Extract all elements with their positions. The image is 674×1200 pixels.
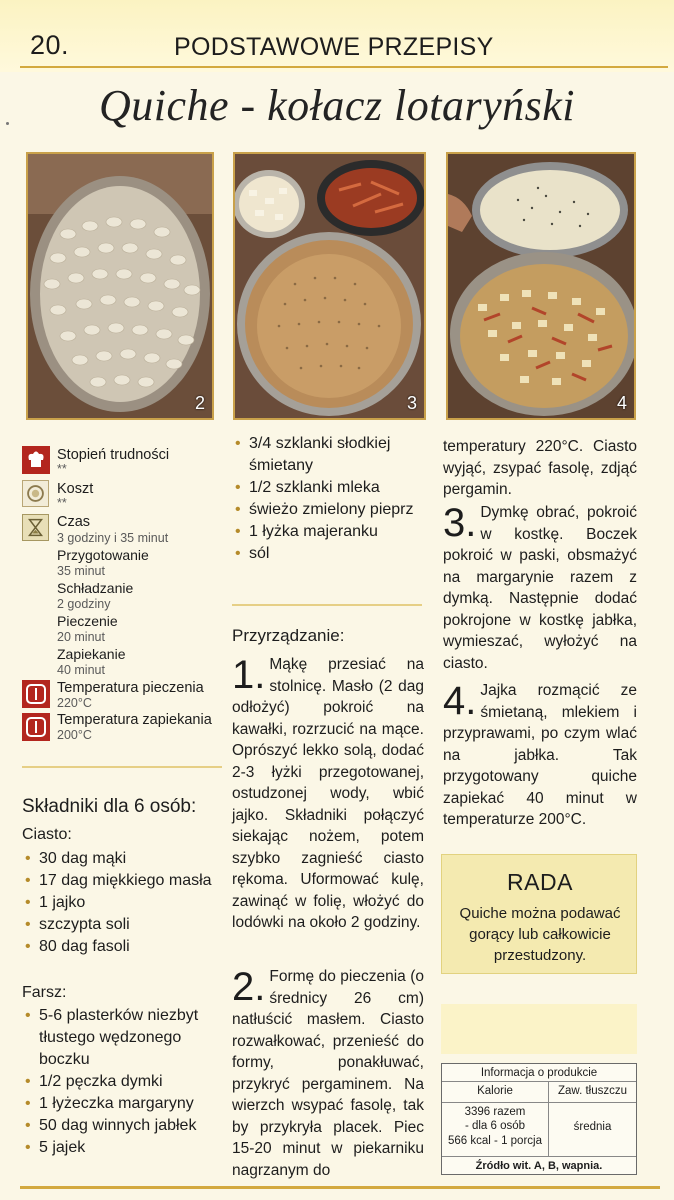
page-header xyxy=(0,0,674,72)
step-text: Dymkę obrać, pokroić w kostkę. Boczek pokroić w paski, obsmażyć na margarynie razem z dymką. Następnie dodać pokrojone w kostkę jabłka, wymieszać, wyłożyć na ciasto. xyxy=(443,504,637,672)
bake-temp-value: 220°C xyxy=(57,696,92,710)
page-number: 20. xyxy=(30,30,70,60)
list-item: • szczypta soli xyxy=(22,914,220,936)
step-2 xyxy=(232,966,424,1181)
preparation-title: Przyrządzanie: xyxy=(232,626,345,645)
column-divider xyxy=(22,766,222,768)
prep-value: 35 minut xyxy=(57,564,105,578)
bake-value: 20 minut xyxy=(57,630,105,644)
step-4 xyxy=(443,680,637,831)
calories-total: 3396 razem xyxy=(464,1106,526,1118)
step-number: 3. xyxy=(443,501,477,545)
tip-text: Quiche można podawać gorący lub całkowicie przestudzony. xyxy=(459,905,621,964)
fat-value: średnia xyxy=(573,1121,612,1133)
bake-label: Pieczenie xyxy=(57,613,118,629)
dough-title: Ciasto: xyxy=(22,826,72,843)
step-text: Formę do pieczenia (o średnicy 26 cm) natłuścić masłem. Ciasto rozwałkować, przenieść do formy, ponakłuwać, przykryć pergaminem. Na wierzch wsypać fasolę, tak by przykryła placek. Piec 15-20 minut w piekarniku nagrzanym do xyxy=(232,968,424,1179)
step-number: 1. xyxy=(232,653,266,697)
section-title: PODSTAWOWE PRZEPISY xyxy=(174,33,494,61)
footer-rule xyxy=(20,1186,660,1189)
filling-title: Farsz: xyxy=(22,984,67,1001)
casserole-value: 40 minut xyxy=(57,663,105,677)
cost-value: ** xyxy=(57,496,67,510)
step-3 xyxy=(443,502,637,674)
margin-dot xyxy=(6,122,9,125)
list-item: • 50 dag winnych jabłek xyxy=(22,1115,220,1137)
list-item: • 17 dag miękkiego masła xyxy=(22,870,220,892)
product-info-table xyxy=(441,1063,637,1175)
list-item: • 80 dag fasoli xyxy=(22,936,220,958)
casserole-temp-value: 200°C xyxy=(57,728,92,742)
casserole-temp-label: Temperatura zapiekania xyxy=(57,712,212,728)
list-item: • 1 jajko xyxy=(22,892,220,914)
bake-temp-label: Temperatura pieczenia xyxy=(57,680,204,696)
calories-portion: 566 kcal - 1 porcja xyxy=(448,1135,542,1147)
difficulty-value: ** xyxy=(57,462,67,476)
list-item: • 5-6 plasterków niezbyt tłustego wędzonego boczku xyxy=(22,1005,220,1071)
filling-list xyxy=(22,1005,220,1159)
photo-number: 2 xyxy=(194,393,205,413)
photo-number: 4 xyxy=(616,393,627,413)
product-info-heading: Informacja o produkcie xyxy=(442,1064,636,1082)
step-number: 2. xyxy=(232,965,266,1009)
casserole-label: Zapiekanie xyxy=(57,646,126,662)
list-item: • 1/2 szklanki mleka xyxy=(232,477,432,499)
list-item: • 3/4 szklanki słodkiej śmietany xyxy=(232,433,432,477)
list-item: • 1 łyżeczka margaryny xyxy=(22,1093,220,1115)
dough-list xyxy=(22,848,220,958)
ingredients-title: Składniki dla 6 osób: xyxy=(22,796,197,817)
step-2-continued xyxy=(443,436,637,501)
photo-filling-and-egg-mix xyxy=(446,152,636,420)
step-text: Jajka rozmącić ze śmietaną, mlekiem i przyprawami, po czym wlać na jabłka. Tak przygotowany quiche zapiekać 40 minut w temperaturze 200°C. xyxy=(443,682,637,828)
list-item: • 30 dag mąki xyxy=(22,848,220,870)
header-rule xyxy=(20,66,668,68)
list-item: • świeżo zmielony pieprz xyxy=(232,499,432,521)
photo-number: 3 xyxy=(406,393,417,413)
difficulty-label: Stopień trudności xyxy=(57,447,170,463)
oven-temperature-icon xyxy=(22,680,50,708)
filling-list-continued xyxy=(232,433,432,565)
product-info-source: Źródło wit. A, B, wapnia. xyxy=(475,1160,603,1172)
list-item: • 5 jajek xyxy=(22,1137,220,1159)
fat-header: Zaw. tłuszczu xyxy=(557,1085,628,1097)
table-divider xyxy=(442,1102,636,1103)
time-label: Czas xyxy=(57,514,91,530)
list-item: • 1 łyżka majeranku xyxy=(232,521,432,543)
oven-temperature-icon xyxy=(22,713,50,741)
cost-label: Koszt xyxy=(57,481,94,497)
decorative-band xyxy=(441,1004,637,1054)
prep-label: Przygotowanie xyxy=(57,547,149,563)
chef-hat-icon xyxy=(22,446,50,474)
list-item: • sól xyxy=(232,543,432,565)
photo-crust-and-bowls xyxy=(233,152,426,420)
step-1 xyxy=(232,654,424,934)
chill-label: Schładzanie xyxy=(57,580,134,596)
chill-value: 2 godziny xyxy=(57,597,111,611)
calories-header: Kalorie xyxy=(477,1085,513,1097)
step-text: Mąkę przesiać na stolnicę. Masło (2 dag odłożyć) pokroić na kawałki, rozrzucić na mące. Oprószyć lekko solą, dodać 2-3 łyżki przegotowanej, ostudzonej wody, wbić jajko. Składniki połączyć siekając nożem, potem szybko zagnieść ciasto rękoma. Uformować kulę, zawinąć w folię, włożyć do lodówki na około 2 godziny. xyxy=(232,656,424,931)
calories-for: - dla 6 osób xyxy=(464,1120,526,1132)
tip-box xyxy=(441,854,637,974)
step-number: 4. xyxy=(443,679,477,723)
tip-title: RADA xyxy=(507,869,573,895)
recipe-title: Quiche - kołacz lotaryński xyxy=(98,81,576,130)
hourglass-icon xyxy=(22,514,49,541)
photo-beans-in-pan xyxy=(26,152,214,420)
column-divider xyxy=(232,604,422,606)
coins-icon xyxy=(22,480,49,507)
time-value: 3 godziny i 35 minut xyxy=(57,531,169,545)
step-text: temperatury 220°C. Ciasto wyjąć, zsypać fasolę, zdjąć pergamin. xyxy=(443,438,637,498)
list-item: • 1/2 pęczka dymki xyxy=(22,1071,220,1093)
